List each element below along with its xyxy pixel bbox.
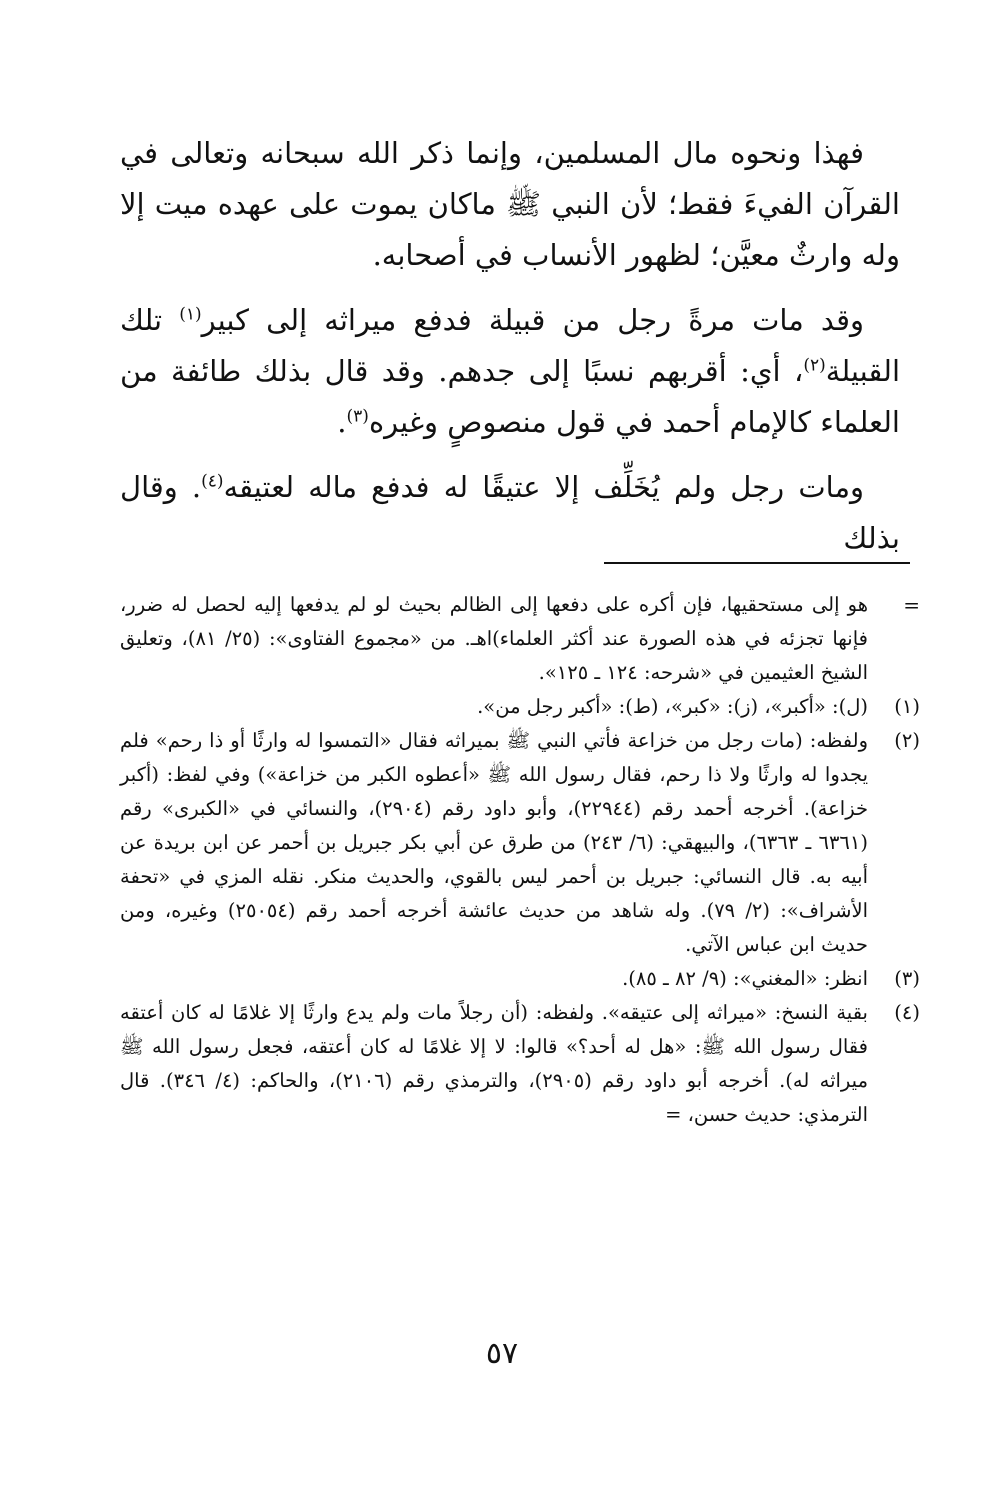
footnote-ref-3[interactable]: (٣) bbox=[346, 406, 369, 427]
footnote-4 bbox=[120, 996, 920, 1132]
footnote-3 bbox=[120, 962, 920, 996]
footnote-marker: (٣) bbox=[894, 967, 920, 990]
footnote-text: بقية النسخ: «ميراثه إلى عتيقه». ولفظه: (أن رجلاً مات ولم يدع وارثًا إلا غلامًا له كان أعتقه فقال رسول الله ﷺ: «هل له أحد؟» قالوا: لا إلا غلامًا له كان أعتقه، فجعل رسول الله ﷺ ميراثه له). أخرجه أبو داود رقم (٢٩٠٥)، والترمذي رقم (٢١٠٦)، والحاكم: (٤/ ٣٤٦). قال الترمذي: حديث حسن، = bbox=[120, 1001, 869, 1126]
footnote-2 bbox=[120, 724, 920, 962]
footnote-marker: = bbox=[903, 593, 920, 617]
paragraph-2-part-b: تلك القبيلة bbox=[120, 303, 900, 388]
footnote-text: انظر: «المغني»: (٩/ ٨٢ ـ ٨٥). bbox=[622, 967, 868, 990]
paragraph-3-part-a: ومات رجل ولم يُخَلِّف إلا عتيقًا له فدفع ماله لعتيقه bbox=[223, 470, 864, 504]
footnotes bbox=[120, 588, 920, 1132]
page-number: ٥٧ bbox=[485, 1336, 519, 1371]
paragraph-2-part-d: . bbox=[337, 405, 347, 439]
footnote-separator bbox=[604, 562, 910, 564]
footnote-text: ولفظه: (مات رجل من خزاعة فأتي النبي ﷺ بميراثه فقال «التمسوا له وارثًا أو ذا رحم» فلم يجدوا له وارثًا ولا ذا رحم، فقال رسول الله ﷺ «أعطوه الكبر من خزاعة») وفي لفظ: (أكبر خزاعة). أخرجه أحمد رقم (٢٢٩٤٤)، وأبو داود رقم (٢٩٠٤)، والنسائي في «الكبرى» رقم (٦٣٦١ ـ ٦٣٦٣)، والبيهقي: (٦/ ٢٤٣) من طرق عن أبي بكر جبريل بن أحمر عن ابن بريدة عن أبيه به. قال النسائي: جبريل بن أحمر ليس بالقوي، والحديث منكر. نقله المزي في «تحفة الأشراف»: (٢/ ٧٩). وله شاهد من حديث عائشة أخرجه أحمد رقم (٢٥٠٥٤) وغيره، ومن حديث ابن عباس الآتي. bbox=[120, 729, 869, 956]
footnote-marker: (٢) bbox=[894, 729, 920, 752]
footnote-1 bbox=[120, 690, 920, 724]
paragraph-3 bbox=[120, 462, 900, 564]
footnote-ref-4[interactable]: (٤) bbox=[201, 471, 224, 492]
footnote-marker: (٤) bbox=[894, 1001, 920, 1024]
footnote-marker: (١) bbox=[894, 695, 920, 718]
footnote-ref-2[interactable]: (٢) bbox=[803, 355, 826, 376]
paragraph-3-part-b: . وقال بذلك bbox=[120, 470, 900, 555]
footnote-ref-1[interactable]: (١) bbox=[179, 304, 202, 325]
paragraph-2 bbox=[120, 295, 900, 448]
paragraph-1 bbox=[120, 128, 900, 281]
footnote-text: (ل): «أكبر»، (ز): «كبر»، (ط): «أكبر رجل من». bbox=[477, 695, 868, 718]
footnote-text: هو إلى مستحقيها، فإن أكره على دفعها إلى الظالم بحيث لو لم يدفعها إليه لحصل له ضرر، فإنها تجزئه في هذه الصورة عند أكثر العلماء)اهـ. من «مجموع الفتاوى»: (٢٥/ ٨١)، وتعليق الشيخ العثيمين في «شرحه: ١٢٤ ـ ١٢٥». bbox=[120, 593, 868, 684]
main-text bbox=[120, 128, 900, 578]
paragraph-2-part-c: ، أي: أقربهم نسبًا إلى جدهم. وقد قال بذلك طائفة من العلماء كالإمام أحمد في قول منصوصٍ وغيره bbox=[120, 354, 900, 439]
paragraph-2-part-a: وقد مات مرةً رجل من قبيلة فدفع ميراثه إلى كبير bbox=[201, 303, 865, 337]
paragraph-1-text: فهذا ونحوه مال المسلمين، وإنما ذكر الله سبحانه وتعالى في القرآن الفيءَ فقط؛ لأن النبي ﷺ ماكان يموت على عهده ميت إلا وله وارثٌ معيَّن؛ لظهور الأنساب في أصحابه. bbox=[120, 136, 900, 272]
footnote-continuation bbox=[120, 588, 920, 690]
